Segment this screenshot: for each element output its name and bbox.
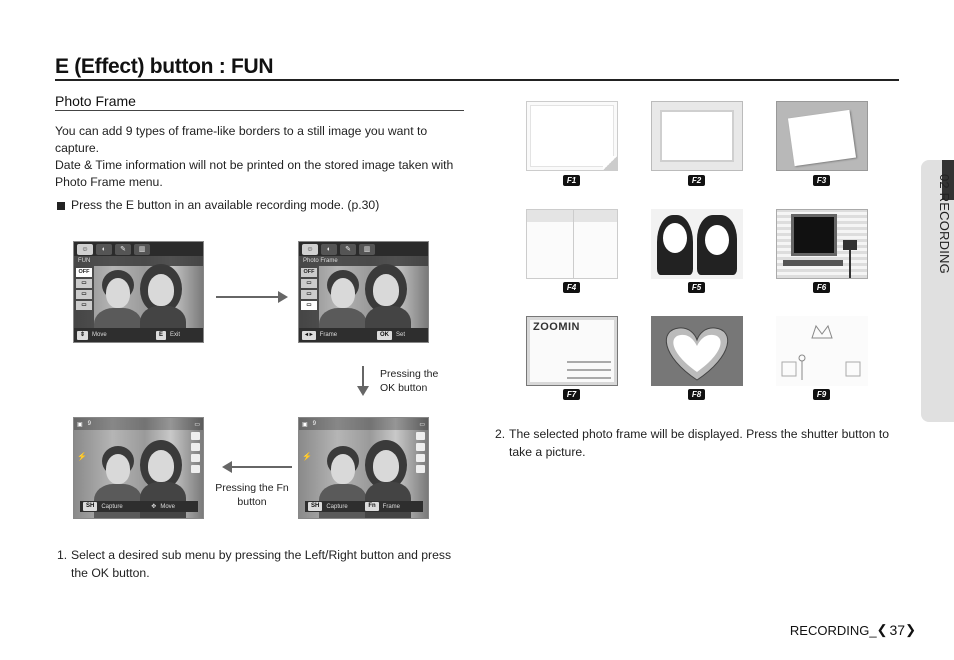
frame-label: Frame — [382, 503, 400, 510]
intro-paragraph-1: You can add 9 types of frame-like borders to a still image you want to capture. — [55, 124, 428, 155]
step-2 — [495, 425, 905, 461]
bullet-instruction — [55, 197, 465, 214]
flash-icon: ⚡ — [302, 452, 312, 461]
effect-menubar — [299, 242, 428, 256]
ok-arrow-label: Pressing the OK button — [380, 368, 439, 394]
submenu-item-photo-frame[interactable]: ▭ — [301, 301, 317, 310]
frame-label: Frame — [319, 332, 338, 338]
title-rule — [55, 79, 899, 81]
adjust-tab-icon[interactable]: ▥ — [134, 244, 150, 255]
frame-tag-5: F5 — [688, 282, 705, 293]
frame-thumbnail-8 — [651, 316, 743, 386]
fn-arrow-label: Pressing the Fn button — [215, 482, 289, 508]
battery-icon: ▭ — [194, 421, 200, 428]
bullet-text: Press the E button in an available recording mode. (p.30) — [71, 198, 380, 212]
adjust-tab-icon[interactable]: ▥ — [359, 244, 375, 255]
crown-frame-icon — [776, 316, 868, 386]
fun-tab-icon[interactable]: ☺ — [77, 244, 93, 255]
fn-key: Fn — [365, 502, 378, 511]
status-bar — [299, 418, 428, 430]
submenu-item-off[interactable]: OFF — [301, 268, 317, 277]
camera-mode-icon: ▣ — [302, 421, 308, 428]
section-rule — [55, 110, 464, 111]
shots-remaining: 9 — [312, 421, 317, 427]
screen-bottom-bar — [299, 328, 428, 342]
frame-tag-1: F1 — [563, 175, 580, 186]
frame-tag-4: F4 — [563, 282, 580, 293]
frame-thumbnail-6 — [776, 209, 868, 279]
screen-bottom-bar — [74, 328, 203, 342]
step-1-number: 1. — [57, 548, 68, 562]
move-label: Move — [160, 503, 175, 510]
frame-thumbnail-2 — [651, 101, 743, 171]
flash-icon: ⚡ — [77, 452, 87, 461]
frame-thumbnail-7 — [526, 316, 618, 386]
page-bracket-left: ❮ — [876, 622, 888, 637]
frame-tag-6: F6 — [813, 282, 830, 293]
frame-tag-9: F9 — [813, 389, 830, 400]
page-title: E (Effect) button : FUN — [55, 55, 274, 78]
shots-remaining: 9 — [87, 421, 92, 427]
submenu-list — [74, 266, 94, 328]
screen-bottom-bar — [80, 501, 198, 512]
frame-tag-3: F3 — [813, 175, 830, 186]
frame-tag-8: F8 — [688, 389, 705, 400]
capture-label: Capture — [326, 503, 348, 510]
move-key: ✥ — [151, 504, 157, 510]
arrow-right — [216, 296, 284, 298]
right-status-icons — [416, 432, 426, 473]
step-2-number: 2. — [495, 427, 506, 441]
set-label: Set — [395, 332, 405, 338]
submenu-list — [299, 266, 319, 328]
submenu-item-cartoon[interactable]: ▭ — [76, 279, 92, 288]
frame-thumbnail-1 — [526, 101, 618, 171]
frame-tag-7: F7 — [563, 389, 580, 400]
camera-mode-icon: ▣ — [77, 421, 83, 428]
exit-label: Exit — [169, 332, 180, 338]
shutter-key: SH — [83, 502, 97, 511]
submenu-item-highlight[interactable]: ▭ — [76, 290, 92, 299]
page-number: 37 — [889, 622, 906, 638]
step-1 — [57, 546, 467, 582]
frame-thumbnail-5 — [651, 209, 743, 279]
camera-screen-photo-frame-menu — [298, 241, 429, 343]
page-bracket-right: ❯ — [905, 622, 916, 637]
arrow-down — [362, 366, 364, 392]
color-tab-icon[interactable]: ◐ — [96, 244, 112, 255]
heart-frame-icon — [651, 316, 743, 386]
submenu-item-highlight[interactable]: ▭ — [301, 290, 317, 299]
frame-thumbnail-3 — [776, 101, 868, 171]
submenu-item-composite[interactable]: ▭ — [76, 301, 92, 310]
submenu-label: FUN — [74, 256, 203, 266]
exit-key: E — [156, 331, 166, 340]
camera-screen-fun-menu — [73, 241, 204, 343]
camera-screen-capture-move — [73, 417, 204, 519]
submenu-item-cartoon[interactable]: ▭ — [301, 279, 317, 288]
color-tab-icon[interactable]: ◐ — [321, 244, 337, 255]
submenu-label: Photo Frame — [299, 256, 428, 266]
move-key: ⇕ — [77, 331, 88, 340]
chapter-side-tab-label: 02 RECORDING — [937, 174, 952, 274]
battery-icon: ▭ — [419, 421, 425, 428]
camera-screen-capture-frame — [298, 417, 429, 519]
intro-paragraph-2: Date & Time information will not be printed on the stored image taken with Photo Frame menu. — [55, 158, 454, 189]
arrow-left — [226, 466, 292, 468]
step-1-text: Select a desired sub menu by pressing the Left/Right button and press the OK button. — [71, 548, 452, 580]
effect-menubar — [74, 242, 203, 256]
bullet-square-icon — [57, 202, 65, 210]
footer-section-label: RECORDING_ — [789, 622, 877, 638]
move-label: Move — [92, 332, 107, 338]
edit-tab-icon[interactable]: ✎ — [115, 244, 131, 255]
frame-tag-2: F2 — [688, 175, 705, 186]
edit-tab-icon[interactable]: ✎ — [340, 244, 356, 255]
ok-key: OK — [377, 331, 392, 340]
fun-tab-icon[interactable]: ☺ — [302, 244, 318, 255]
submenu-item-off[interactable]: OFF — [76, 268, 92, 277]
frame-key: ◂ ▸ — [302, 331, 316, 340]
shutter-key: SH — [308, 502, 322, 511]
right-status-icons — [191, 432, 201, 473]
section-heading: Photo Frame — [55, 93, 136, 109]
status-bar — [74, 418, 203, 430]
zoomin-logo: ZOOMIN — [533, 321, 580, 333]
frame-thumbnail-4 — [526, 209, 618, 279]
step-2-text: The selected photo frame will be displayed. Press the shutter button to take a picture. — [509, 427, 890, 459]
capture-label: Capture — [101, 503, 123, 510]
frame-thumbnail-9 — [776, 316, 868, 386]
screen-bottom-bar — [305, 501, 423, 512]
page-footer — [790, 622, 916, 638]
